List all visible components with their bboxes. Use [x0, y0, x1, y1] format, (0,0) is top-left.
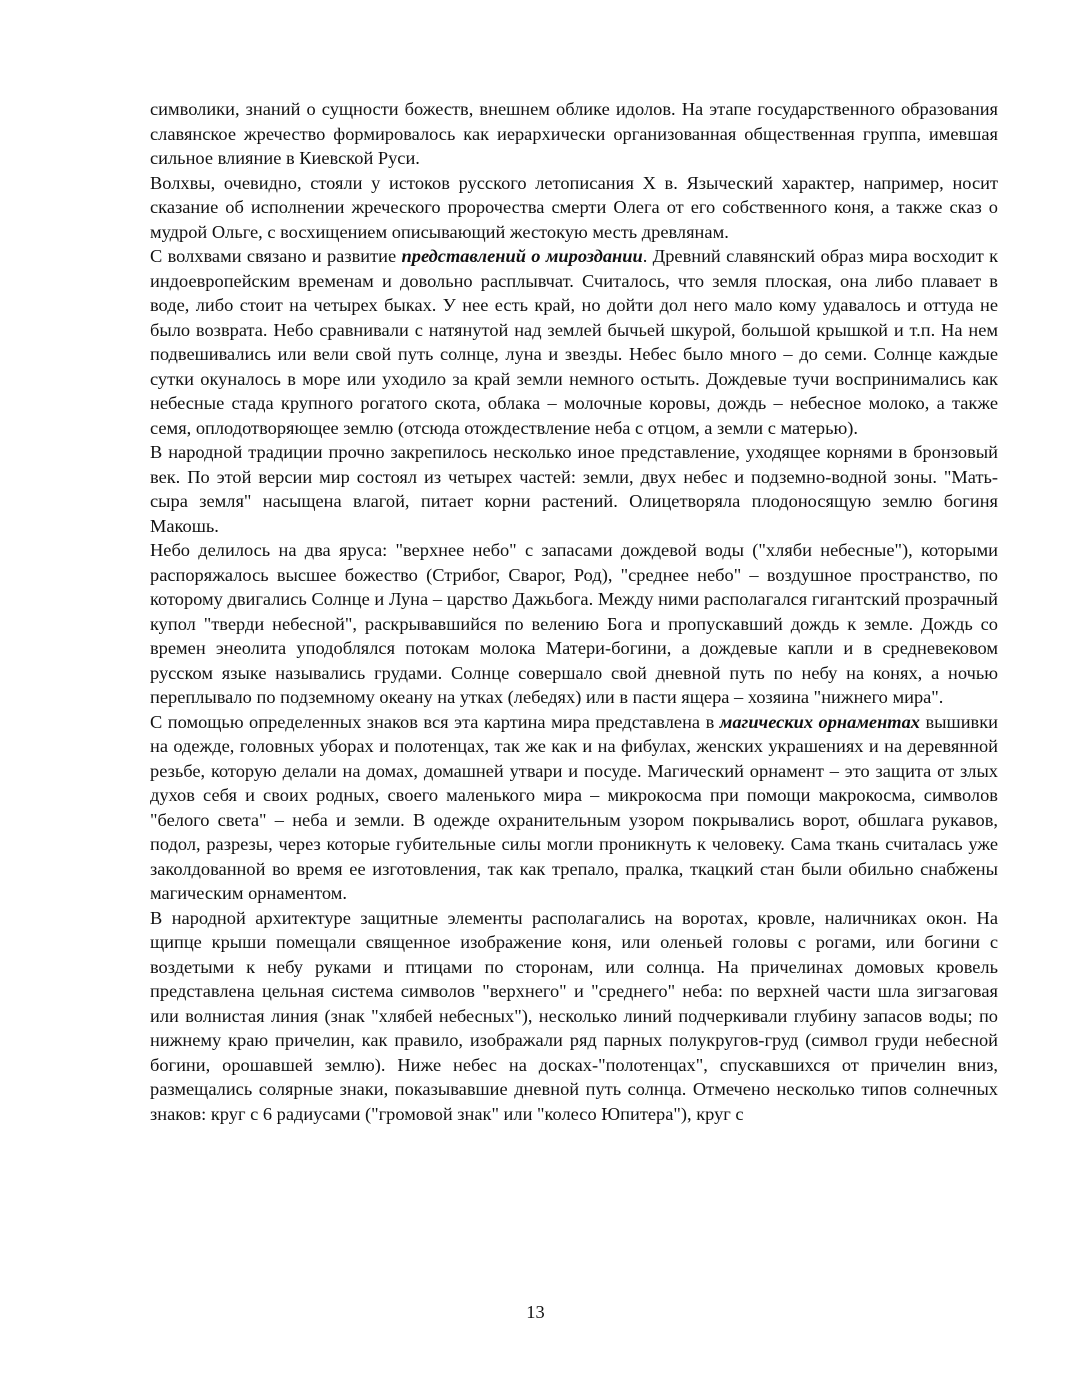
paragraph-text: В народной традиции прочно закрепилось несколько иное представление, уходящее корнями в бронзовый век. По этой версии мир состоял из четырех частей: земли, двух небес и подземно-водной зоны. "Мать-сыра земля" насыщена влагой, питает корни растений. Олицетворяла плодоносящую землю богиня Макошь.	[150, 442, 998, 536]
paragraph-text: Волхвы, очевидно, стояли у истоков русского летописания X в. Языческий характер, например, носит сказание об исполнении жреческого пророчества смерти Олега от его собственного коня, а также сказ о мудрой Ольге, с восхищением описывающий жестокую месть древлянам.	[150, 172, 998, 242]
document-page	[150, 97, 998, 1126]
paragraph-4	[150, 440, 998, 538]
paragraph-text-start: С помощью определенных знаков вся эта картина мира представлена в	[150, 711, 720, 732]
emphasis-term: представлений о мироздании	[401, 246, 643, 266]
paragraph-text-end: . Древний славянский образ мира восходит к индоевропейским временам и довольно расплывчат. Считалось, что земля плоская, она либо плавает в воде, либо стоит на четырех быках. У нее есть край, но дойти дол него мало кому удавалось и оттуда не было возврата. Небо сравнивали с натянутой над землей бычьей шкурой, большой крышкой и т.п. На нем подвешивались или вели свой путь солнце, луна и звезды. Небес было много – до семи. Солнце каждые сутки окуналось в море или уходило за край земли немного остыть. Дождевые тучи воспринимались как небесные стада крупного рогатого скота, облака – молочные коровы, дождь – небесное молоко, а также семя, оплодотворяющее землю (отсюда отождествление неба с отцом, а земли с матерью).	[150, 246, 999, 438]
paragraph-5	[150, 538, 998, 710]
paragraph-text-start: С волхвами связано и развитие	[150, 246, 402, 266]
paragraph-text: В народной архитектуре защитные элементы располагались на воротах, кровле, наличниках окон. На щипце крыши помещали священное изображение коня, или оленьей головы с рогами, или богини с воздетыми к небу руками и птицами по сторонам, или солнца. На причелинах домовых кровель представлена цельная система символов "верхнего" и "среднего" неба: по верхней части шла зигзаговая или волнистая линия (знак "хлябей небесных"), несколько линий подчеркивали глубину запасов воды; по нижнему краю причелин, как правило, изображали ряд парных полукругов-груд (символ груди небесной богини, орошавшей землю). Ниже небес на досках-"полотенцах", спускавшихся от причелин вниз, размещались солярные знаки, показывавшие дневной путь солнца. Отмечено несколько типов солнечных знаков: круг с 6 радиусами ("громовой знак" или "колесо Юпитера"), круг с	[150, 907, 998, 1124]
emphasis-term: магических орнаментах	[719, 711, 920, 732]
paragraph-3	[150, 244, 998, 440]
paragraph-6	[150, 710, 998, 906]
paragraph-text-end: вышивки на одежде, головных уборах и полотенцах, так же как и на фибулах, женских украшениях и на деревянной резьбе, которую делали на домах, домашней утвари и посуде. Магический орнамент – это защита от злых духов себя и своих родных, своего маленького мира – микрокосма при помощи макрокосма, символов "белого света" – неба и земли. В одежде охранительным узором покрывались ворот, обшлага рукавов, подол, разрезы, через которые губительные силы могли проникнуть к человеку. Сама ткань считалась уже заколдованной во время ее изготовления, так как трепало, пралка, ткацкий стан были обильно снабжены магическим орнаментом.	[150, 711, 998, 903]
paragraph-7	[150, 906, 998, 1127]
paragraph-text: символики, знаний о сущности божеств, внешнем облике идолов. На этапе государственного образования славянское жречество формировалось как иерархически организованная общественная группа, имевшая сильное влияние в Киевской Руси.	[150, 99, 998, 168]
page-number: 13	[526, 1302, 545, 1322]
paragraph-text: Небо делилось на два яруса: "верхнее небо" с запасами дождевой воды ("хляби небесные"), которыми распоряжалось высшее божество (Стрибог, Сварог, Род), "среднее небо" – воздушное пространство, по которому двигались Солнце и Луна – царство Дажьбога. Между ними располагался гигантский прозрачный купол "тверди небесной", раскрывавшийся по велению Бога и пропускавший дождь к земле. Дождь со времен энеолита уподоблялся потокам молока Матери-богини, а дождевые капли и в средневековом русском языке назывались грудами. Солнце совершало свой дневной путь по небу на конях, а ночью переплывало по подземному океану на утках (лебедях) или в пасти ящера – хозяина "нижнего мира".	[150, 540, 998, 707]
paragraph-2	[150, 171, 998, 245]
paragraph-1	[150, 97, 998, 171]
